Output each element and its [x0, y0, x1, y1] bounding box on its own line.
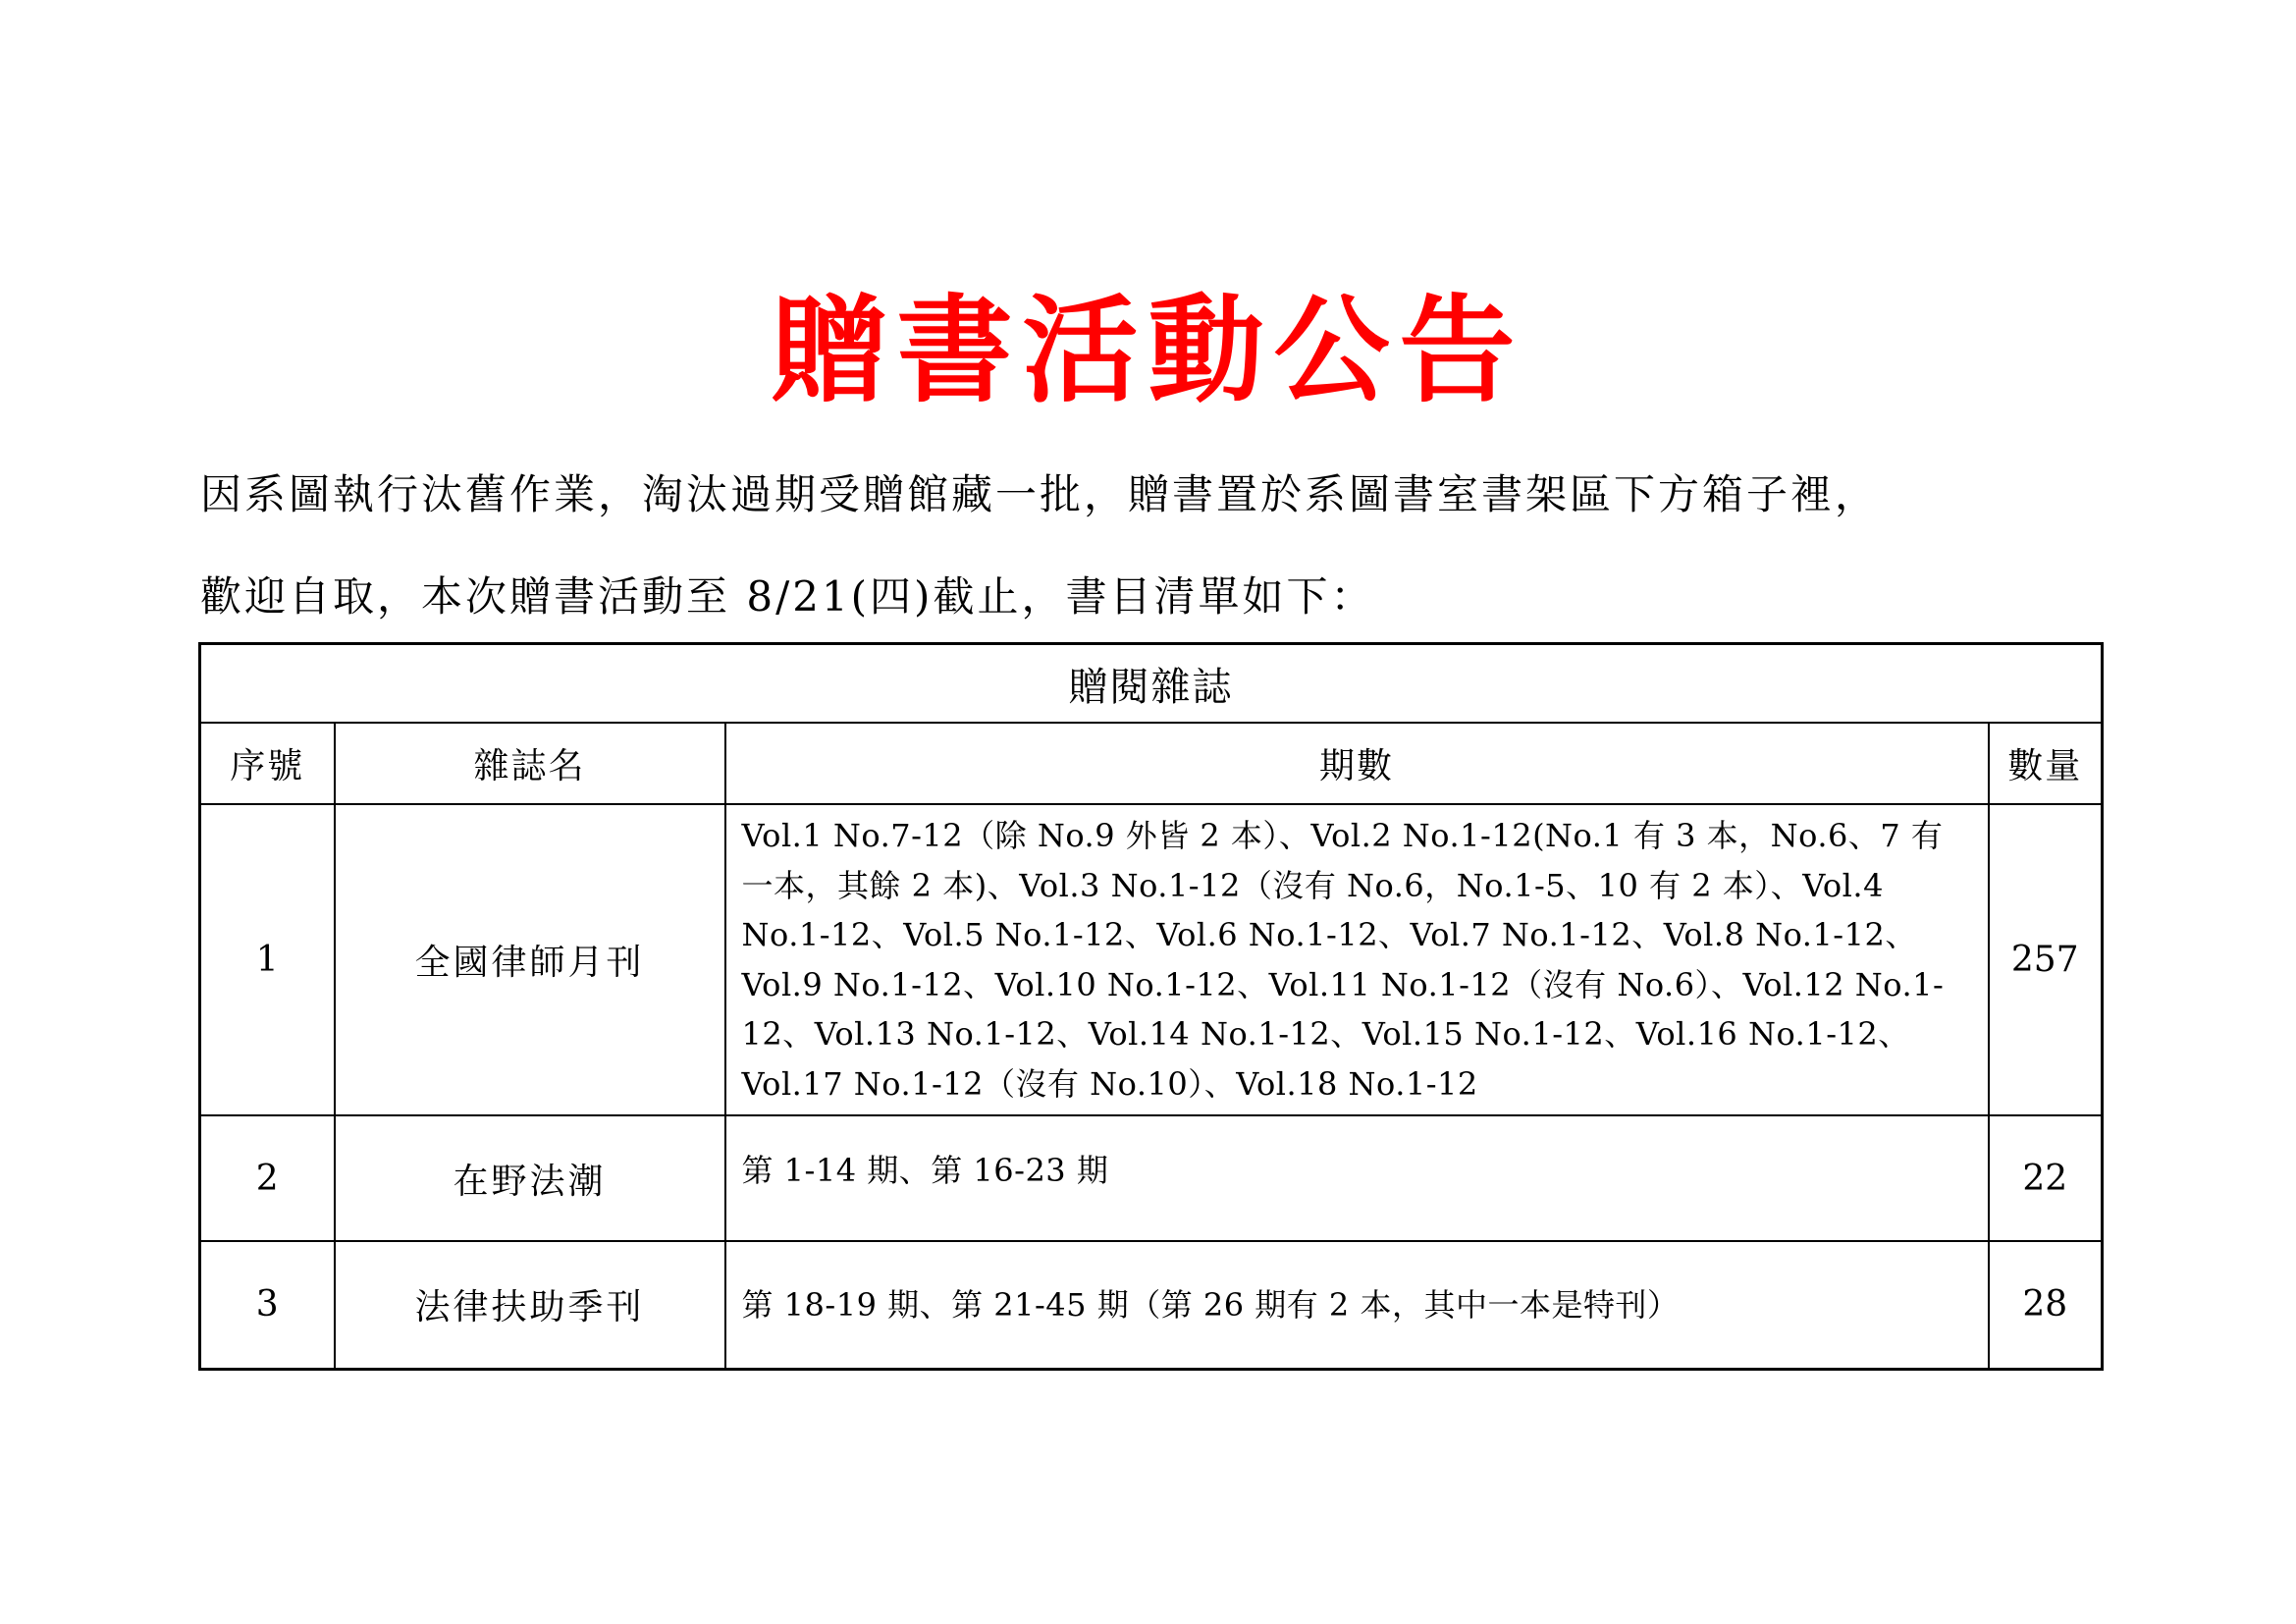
intro-line-1: 因系圖執行汰舊作業，淘汰過期受贈館藏一批，贈書置於系圖書室書架區下方箱子裡， [200, 470, 1880, 518]
table-header-row [200, 723, 2103, 804]
row-quantity: 257 [1989, 804, 2103, 1115]
header-quantity: 數量 [1989, 723, 2103, 804]
table-row [200, 1241, 2103, 1369]
table-caption: 贈閱雜誌 [200, 644, 2103, 724]
intro-line-2: 歡迎自取，本次贈書活動至 8/21(四)截止，書目清單如下： [200, 572, 1375, 621]
header-issues: 期數 [725, 723, 1989, 804]
row-magazine-name: 在野法潮 [335, 1115, 725, 1241]
table-caption-row [200, 644, 2103, 724]
notice-title: 贈書活動公告 [771, 283, 1525, 418]
row-serial: 2 [200, 1115, 335, 1241]
row-serial: 3 [200, 1241, 335, 1369]
header-name: 雜誌名 [335, 723, 725, 804]
row-magazine-name: 法律扶助季刊 [335, 1241, 725, 1369]
row-quantity: 22 [1989, 1115, 2103, 1241]
row-issues: 第 1-14 期、第 16-23 期 [725, 1115, 1989, 1241]
table-row [200, 1115, 2103, 1241]
row-serial: 1 [200, 804, 335, 1115]
header-serial: 序號 [200, 723, 335, 804]
row-issues: Vol.1 No.7-12（除 No.9 外皆 2 本）、Vol.2 No.1-12(No.1 有 3 本，No.6、7 有一本，其餘 2 本)、Vol.3 No.1-12（沒有 No.6，No.1-5、10 有 2 本）、Vol.4 No.1-12、Vol.5 No.1-12、Vol.6 No.1-12、Vol.7 No.1-12、Vol.8 No.1-12、Vol.9 No.1-12、Vol.10 No.1-12、Vol.11 No.1-12（沒有 No.6）、Vol.12 No.1-12、Vol.13 No.1-12、Vol.14 No.1-12、Vol.15 No.1-12、Vol.16 No.1-12、Vol.17 No.1-12（沒有 No.10）、Vol.18 No.1-12 [725, 804, 1989, 1115]
magazine-table [198, 642, 2104, 1371]
table-row [200, 804, 2103, 1115]
row-magazine-name: 全國律師月刊 [335, 804, 725, 1115]
row-issues: 第 18-19 期、第 21-45 期（第 26 期有 2 本，其中一本是特刊） [725, 1241, 1989, 1369]
row-quantity: 28 [1989, 1241, 2103, 1369]
